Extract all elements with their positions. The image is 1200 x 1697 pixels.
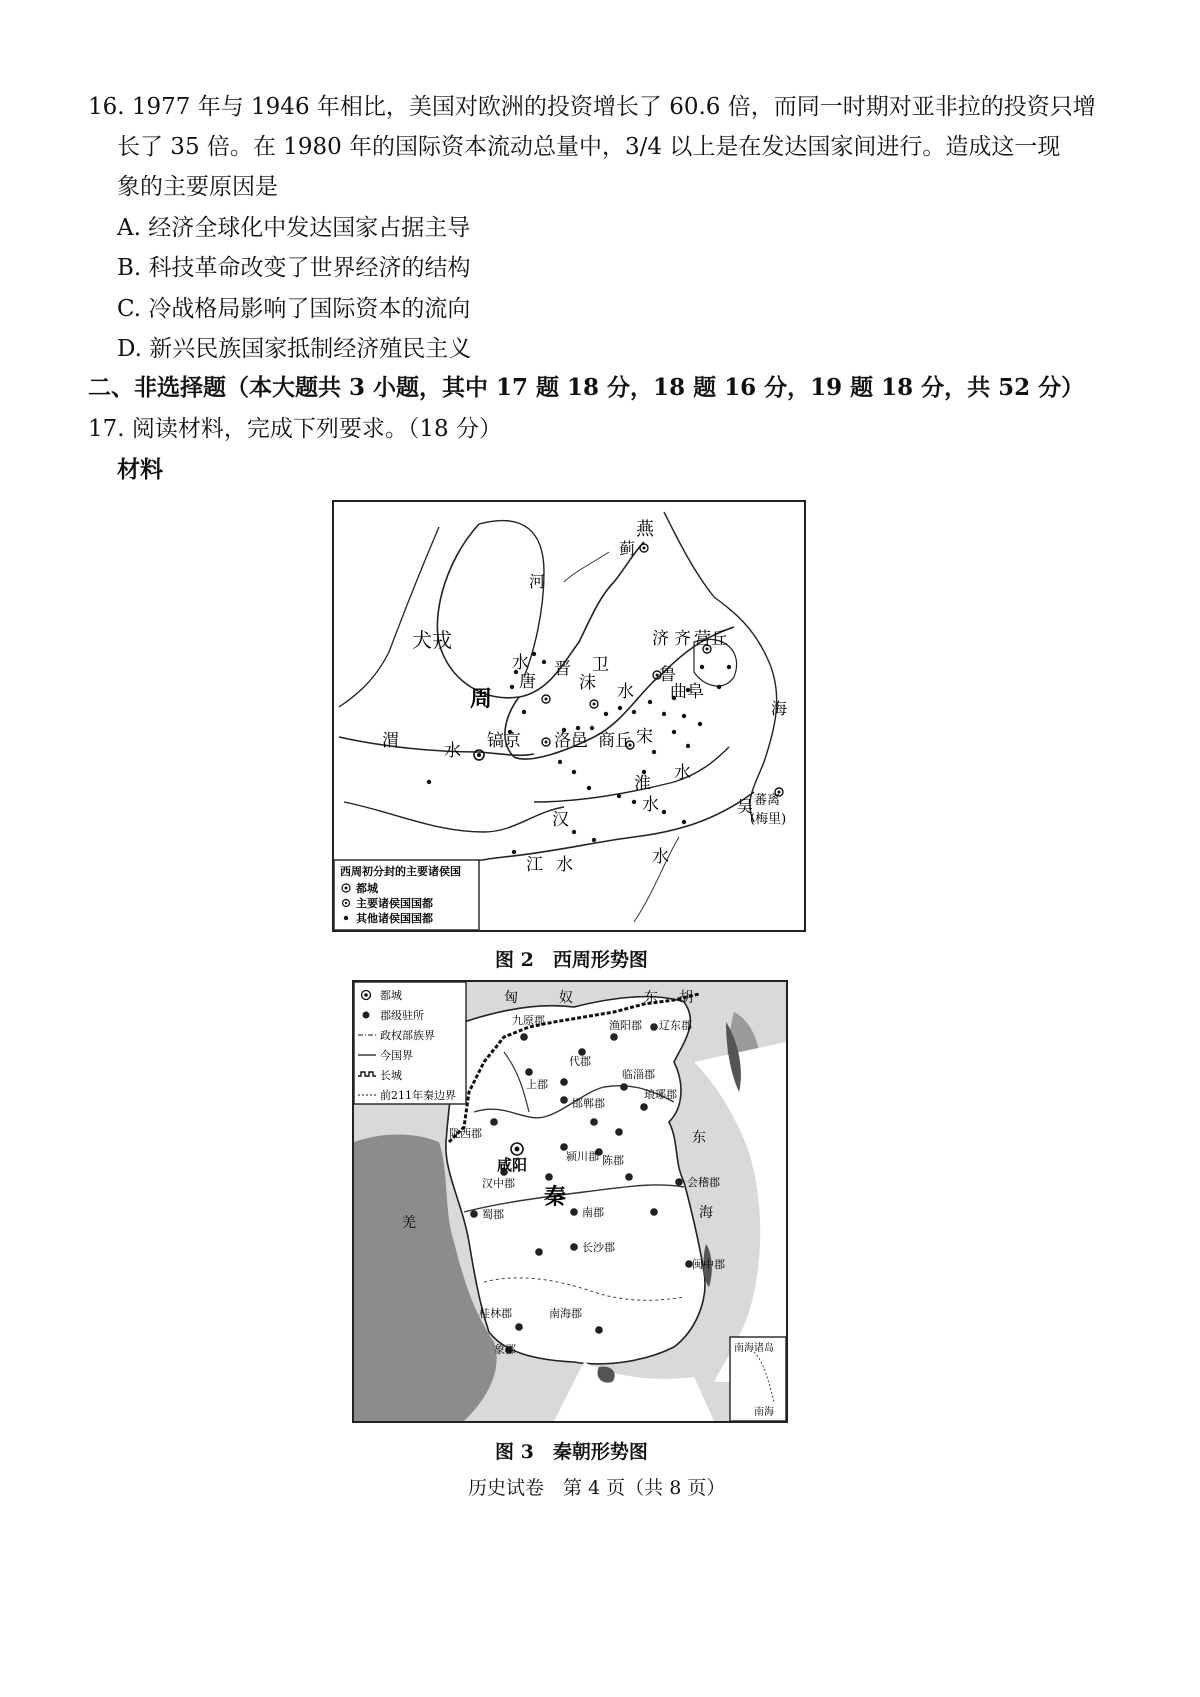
label-qi: 齐: [674, 629, 691, 649]
label-wei-river: 渭: [382, 731, 399, 751]
qin-label-nanhai: 南海郡: [549, 1307, 582, 1320]
label-tang: 唐: [519, 672, 536, 692]
label-song: 宋: [636, 727, 653, 747]
label-shui-2: 水: [617, 682, 634, 702]
label-fanli: 蕃离: [754, 793, 781, 808]
qin-label-xianyang: 咸阳: [497, 1156, 528, 1174]
inset-title: 南海诸岛: [734, 1343, 774, 1354]
q16-line-3: 象的主要原因是: [117, 174, 278, 200]
material-label: 材料: [117, 456, 163, 483]
qin-label-dong-sea: 东: [692, 1130, 706, 1146]
qin-dynasty-map-drawing: [354, 982, 786, 1421]
legend-capital: 都城: [356, 882, 378, 895]
qin-label-dai: 代郡: [569, 1055, 591, 1068]
q16-option-d: D. 新兴民族国家抵制经济殖民主义: [117, 336, 472, 362]
label-han: 汉: [552, 810, 569, 830]
qin-legend-wall: 长城: [380, 1069, 402, 1082]
qin-legend-commandery: 郡级驻所: [380, 1009, 424, 1022]
label-shui-4: 水: [674, 763, 691, 783]
label-huai: 淮: [634, 774, 651, 794]
label-quanrong: 犬戎: [412, 628, 452, 652]
qin-label-nan: 南郡: [582, 1206, 604, 1219]
qin-label-yuyang: 渔阳郡: [609, 1019, 642, 1032]
q16-option-b: B. 科技革命改变了世界经济的结构: [117, 255, 471, 281]
qin-legend-modern-border: 今国界: [380, 1049, 413, 1062]
label-shui-3: 水: [444, 741, 461, 761]
inset-sea: 南海: [754, 1407, 774, 1418]
qin-label-hanzhong: 汉中郡: [482, 1177, 515, 1190]
qin-label-changsha: 长沙郡: [582, 1241, 615, 1254]
page-footer: 历史试卷 第 4 页（共 8 页）: [468, 1477, 726, 1499]
qin-label-shang: 上郡: [526, 1078, 548, 1091]
qin-legend: [354, 982, 466, 1104]
qin-label-jiuyuan: 九原郡: [512, 1014, 545, 1027]
label-qufu: 曲阜: [670, 682, 704, 702]
map2-caption: 图 2 西周形势图: [495, 949, 648, 971]
label-shangqiu: 商丘: [598, 731, 632, 751]
label-yingqiu: 营丘: [694, 629, 728, 649]
western-zhou-map: [332, 500, 806, 932]
qin-legend-qin-border: 前211年秦边界: [380, 1089, 456, 1102]
label-shui-1: 水: [512, 653, 529, 673]
qin-legend-capital: 都城: [380, 989, 402, 1002]
qin-label-kuaiji: 会稽郡: [687, 1176, 720, 1189]
label-wei: 卫: [592, 655, 609, 675]
legend-major: 主要诸侯国国都: [356, 897, 433, 910]
qin-label-liaodong: 辽东郡: [659, 1019, 692, 1032]
label-jiang: 江: [526, 855, 543, 875]
qin-label-handan: 邯郸郡: [572, 1097, 605, 1110]
qin-label-langya: 琅琊郡: [644, 1088, 677, 1101]
section-heading: 二、非选择题（本大题共 3 小题，其中 17 题 18 分，18 题 16 分，19 题 18 分，共 52 分）: [88, 374, 1085, 401]
qin-label-longxi: 陇西郡: [449, 1127, 482, 1140]
q16-line-2: 长了 35 倍。在 1980 年的国际资本流动总量中，3/4 以上是在发达国家间进行。造成这一现: [117, 134, 1061, 160]
qin-label-linzi: 临淄郡: [622, 1068, 655, 1081]
label-zhou: 周: [470, 686, 493, 712]
qin-label-hai-sea: 海: [699, 1205, 713, 1221]
q16-option-c: C. 冷战格局影响了国际资本的流向: [117, 296, 471, 322]
qin-label-yingchuan: 颍川郡: [566, 1150, 599, 1163]
map3-caption: 图 3 秦朝形势图: [495, 1441, 648, 1463]
label-shui-6: 水: [556, 855, 573, 875]
qin-label-qiang: 羌: [402, 1215, 416, 1231]
label-jin: 晋: [554, 659, 571, 679]
qin-label-hu: 胡: [679, 990, 693, 1006]
label-wu: 吴: [737, 797, 754, 816]
qin-label-minzhong: 闽中郡: [692, 1258, 725, 1271]
qin-label-chen: 陈郡: [602, 1154, 624, 1167]
legend-other: 其他诸侯国国都: [356, 912, 433, 925]
south-china-sea-inset: [730, 1337, 786, 1421]
label-meili: (梅里): [750, 812, 787, 827]
label-shui-7: 水: [652, 847, 669, 867]
qin-label-nu: 奴: [559, 990, 573, 1006]
label-mo: 沬: [579, 673, 596, 693]
label-he: 河: [529, 572, 546, 591]
qin-label-qin: 秦: [544, 1184, 567, 1210]
label-yan: 燕: [636, 519, 654, 540]
label-shui-5: 水: [642, 795, 659, 815]
legend-title: 西周初分封的主要诸侯国: [340, 865, 461, 878]
qin-label-dong: 东: [644, 990, 658, 1006]
label-lu: 鲁: [659, 665, 676, 685]
qin-label-shu: 蜀郡: [482, 1208, 504, 1221]
qin-legend-ethnic-border: 政权部族界: [380, 1029, 435, 1042]
qin-label-xiang: 象郡: [494, 1343, 516, 1356]
qin-label-xiong: 匈: [504, 990, 518, 1006]
western-zhou-map-drawing: [334, 502, 804, 930]
label-jiqi: 济: [652, 629, 669, 649]
label-haojing: 镐京: [487, 731, 521, 751]
qin-dynasty-map: [352, 980, 788, 1423]
label-luoyi: 洛邑: [554, 731, 588, 751]
q16-line-1: 16. 1977 年与 1946 年相比，美国对欧洲的投资增长了 60.6 倍，而同一时期对亚非拉的投资只增: [88, 94, 1096, 120]
label-hai: 海: [771, 699, 788, 718]
q16-option-a: A. 经济全球化中发达国家占据主导: [117, 215, 471, 241]
label-ji: 蓟: [619, 539, 636, 558]
western-zhou-legend: [334, 860, 479, 930]
q17-prompt: 17. 阅读材料，完成下列要求。（18 分）: [88, 416, 502, 442]
qin-label-guilin: 桂林郡: [479, 1307, 512, 1320]
